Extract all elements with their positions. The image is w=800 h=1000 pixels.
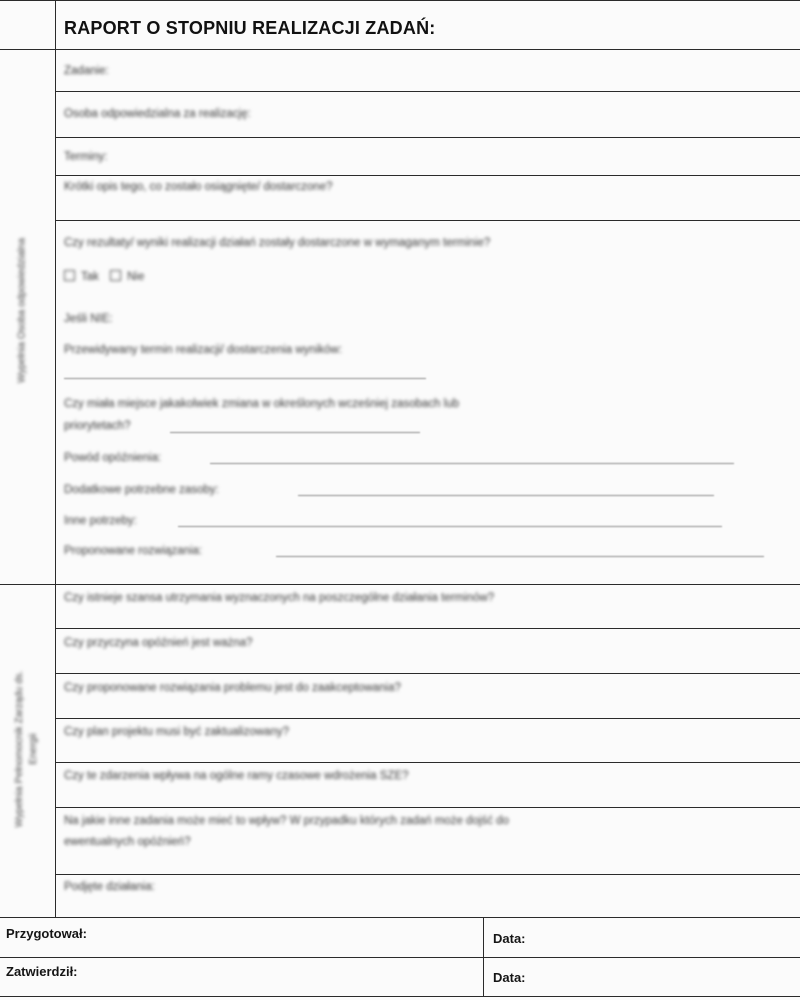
checkbox-nie[interactable] [110, 270, 121, 281]
field-additional-resources: Dodatkowe potrzebne zasoby: [64, 484, 219, 496]
question-deadlines: Czy istnieje szansa utrzymania wyznaczonych na poszczególne działania terminów? [64, 592, 495, 604]
question-plan-update: Czy plan projektu musi być zaktualizowany? [64, 726, 289, 738]
section2-side-label-line2: Energii [28, 733, 39, 765]
row-divider [0, 917, 800, 918]
field-other-needs: Inne potrzeby: [64, 515, 137, 527]
field-short-description: Krótki opis tego, co zostało osiągnięte/ dostarczone? [64, 181, 333, 193]
row-divider [55, 762, 800, 763]
question-actions-taken: Podjęte działania: [64, 881, 155, 893]
additional-resources-line[interactable] [298, 495, 714, 496]
row-divider [55, 137, 800, 138]
row-divider [55, 718, 800, 719]
date-label-1: Data: [493, 931, 526, 946]
question-delay-important: Czy przyczyna opóźnień jest ważna? [64, 637, 253, 649]
row-divider [55, 175, 800, 176]
row-divider [0, 0, 800, 1]
row-divider [55, 628, 800, 629]
prepared-by-label: Przygotował: [6, 926, 87, 941]
proposed-solutions-line[interactable] [276, 556, 764, 557]
question-solution-acceptable: Czy proponowane rozwiązania problemu jest do zaakceptowania? [64, 682, 401, 694]
checkbox-tak[interactable] [64, 270, 75, 281]
row-divider [55, 673, 800, 674]
column-divider [55, 0, 56, 917]
field-changes-line2: priorytetach? [64, 420, 131, 432]
approved-by-label: Zatwierdził: [6, 964, 78, 979]
field-if-no: Jeśli NIE: [64, 313, 113, 325]
section2-side-label-line1: Wypełnia Pełnomocnik Zarządu ds. [14, 670, 25, 828]
row-divider [55, 807, 800, 808]
changes-line[interactable] [170, 432, 420, 433]
field-expected-date: Przewidywany termin realizacji/ dostarczenia wyników: [64, 344, 343, 356]
row-divider [55, 220, 800, 221]
question-other-tasks-line2: ewentualnych opóźnień? [64, 836, 191, 848]
label-nie: Nie [127, 271, 145, 283]
other-needs-line[interactable] [178, 526, 722, 527]
field-delay-reason: Powód opóźnienia: [64, 452, 162, 464]
field-changes-line1: Czy miała miejsce jakakolwiek zmiana w określonych wcześniej zasobach lub [64, 398, 459, 410]
row-divider [0, 996, 800, 997]
field-terminy: Terminy: [64, 151, 108, 163]
field-results-delivered: Czy rezultaty/ wyniki realizacji działań zostały dostarczone w wymaganym terminie? [64, 237, 491, 249]
question-other-tasks-line1: Na jakie inne zadania może mieć to wpływ? W przypadku których zadań może dojść do [64, 815, 509, 827]
section1-side-label: Wypełnia Osoba odpowiedzialna [16, 238, 28, 383]
field-zadanie: Zadanie: [64, 65, 109, 77]
delay-reason-line[interactable] [210, 463, 734, 464]
row-divider [55, 874, 800, 875]
field-proposed-solutions: Proponowane rozwiązania: [64, 545, 203, 557]
date-label-2: Data: [493, 970, 526, 985]
field-responsible-person: Osoba odpowiedzialna za realizację: [64, 108, 251, 120]
page-title: RAPORT O STOPNIU REALIZACJI ZADAŃ: [64, 18, 436, 38]
expected-date-line[interactable] [64, 378, 426, 379]
row-divider [0, 49, 800, 50]
column-divider [483, 917, 484, 997]
row-divider [55, 91, 800, 92]
yes-no-options [64, 270, 152, 283]
label-tak: Tak [81, 271, 99, 283]
section2-side-label [13, 629, 41, 869]
row-divider [0, 957, 800, 958]
row-divider [0, 584, 800, 585]
question-timeline-impact: Czy te zdarzenia wpływa na ogólne ramy czasowe wdrożenia SZE? [64, 770, 409, 782]
